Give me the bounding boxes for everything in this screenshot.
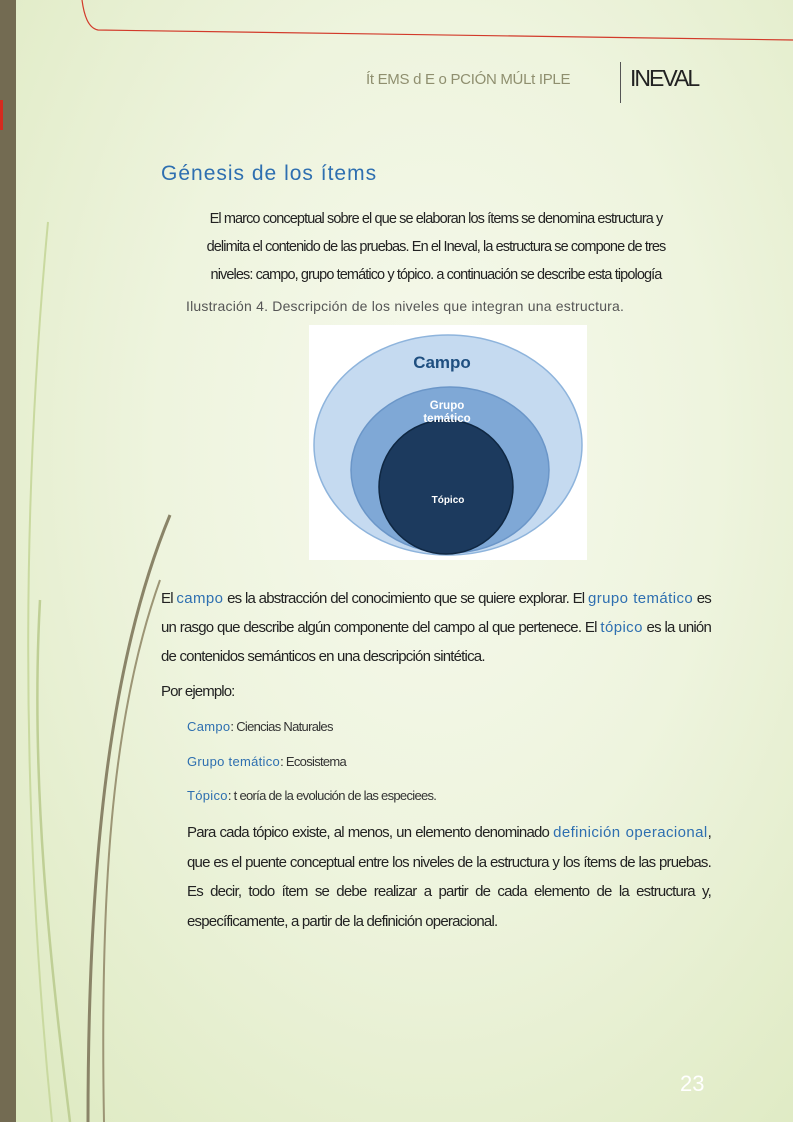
intro-paragraph xyxy=(162,205,710,289)
text-run: , que es el puente conceptual entre los niveles de la estructura y los ítems de las pruebas. Es decir, todo ítem se debe realizar a partir de cada elemento de la estructura y, específicamente, a partir de la definición operacional. xyxy=(187,824,711,930)
definitions-paragraph xyxy=(161,584,711,671)
text-run: El xyxy=(161,590,177,607)
intro-line: delimita el contenido de las pruebas. En el Ineval, la estructura se compone de tres xyxy=(206,239,666,255)
keyword-grupo-tematico: grupo temático xyxy=(587,590,694,607)
text-run: es la abstracción del conocimiento que se quiere explorar. El xyxy=(223,590,588,607)
deco-stroke-2 xyxy=(88,515,170,1122)
topico-circle xyxy=(379,420,513,554)
keyword-definicion-operacional: definición operacional xyxy=(553,824,708,841)
campo-label: Campo xyxy=(413,353,471,372)
example-value: : Ciencias Naturales xyxy=(230,719,333,734)
text-run: es la unión de contenidos semánticos en una descripción sintética. xyxy=(161,619,712,665)
grupo-label: Grupo temático xyxy=(423,400,471,425)
example-item-grupo xyxy=(187,754,346,769)
example-key: Campo xyxy=(187,719,231,734)
keyword-topico: tópico xyxy=(600,619,643,636)
structure-diagram xyxy=(309,325,587,560)
page-number: 23 xyxy=(680,1071,705,1096)
text-run: es un rasgo que describe algún componente del campo al que pertenece. El xyxy=(161,590,711,636)
deco-stroke-3 xyxy=(103,580,160,1122)
ineval-logo: INEVAL xyxy=(630,65,699,91)
header-divider xyxy=(620,62,621,103)
figure-caption: Ilustración 4. Descripción de los niveles que integran una estructura. xyxy=(186,298,625,314)
intro-line: El marco conceptual sobre el que se elaboran los ítems se denomina estructura y xyxy=(209,211,663,227)
example-value: : Ecosistema xyxy=(280,754,347,769)
section-title: Génesis de los ítems xyxy=(161,162,378,185)
example-key: Tópico xyxy=(187,788,228,803)
topico-label: Tópico xyxy=(431,495,465,506)
deco-stroke-1 xyxy=(28,222,52,1122)
intro-line: niveles: campo, grupo temático y tópico. a continuación se describe esta tipología xyxy=(210,267,662,283)
red-header-curve xyxy=(82,0,793,40)
closing-paragraph xyxy=(187,818,711,936)
example-item-campo xyxy=(187,719,333,734)
example-label: Por ejemplo: xyxy=(161,683,235,700)
header-title: Ít EMS d E o PCIÓN MÚLt IPLE xyxy=(366,71,571,88)
example-item-topico xyxy=(187,788,436,803)
example-value: : t eoría de la evolución de las especiees. xyxy=(227,788,437,803)
keyword-campo: campo xyxy=(176,590,224,607)
example-key: Grupo temático xyxy=(187,754,281,769)
text-run: Para cada tópico existe, al menos, un elemento denominado xyxy=(187,824,554,841)
deco-stroke-4 xyxy=(37,600,70,1122)
